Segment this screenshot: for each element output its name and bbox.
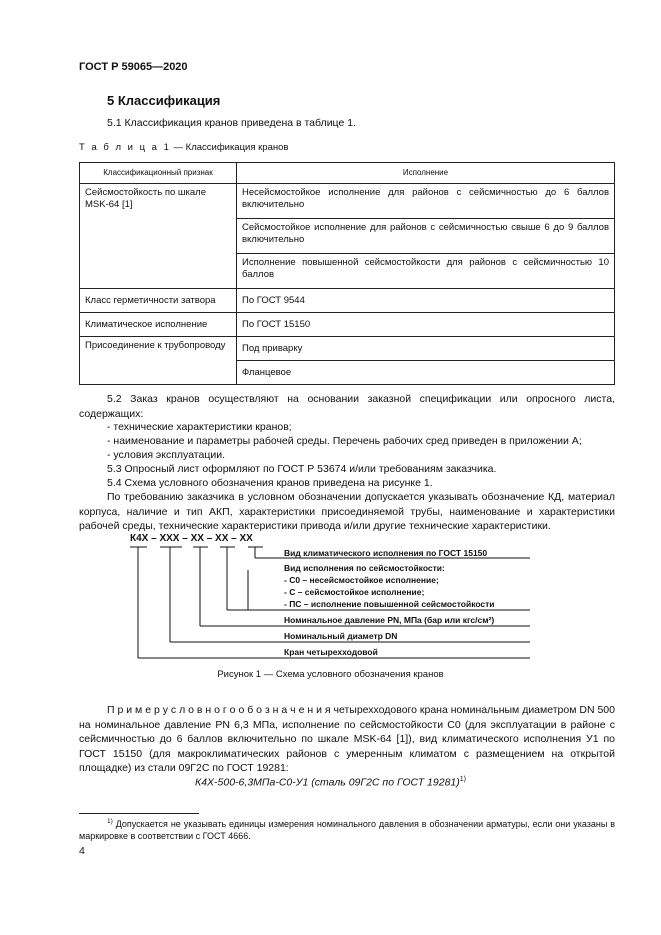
- table-caption-prefix: Т а б л и ц а 1: [79, 142, 171, 153]
- column-header: Исполнение: [237, 163, 615, 184]
- footnote: [79, 816, 615, 842]
- paragraph-5-2: 5.2 Заказ кранов осуществляют на основании заказной спецификации или опросного листа, содержащих:: [79, 393, 615, 420]
- table-row: [80, 184, 615, 219]
- designation-scheme-figure: [130, 533, 530, 661]
- column-header: Классификационный признак: [80, 163, 237, 184]
- example-lead: П р и м е р у с л о в н о г о о б о з н а ч е н и я: [107, 704, 331, 716]
- table-cell-value: Под приварку: [237, 337, 615, 361]
- footnote-text: Допускается не указывать единицы измерения номинального давления в обозначении арматуры, если они указаны в маркировке в соответствии с ГОСТ 4666.: [79, 819, 615, 841]
- table-row: [80, 313, 615, 337]
- table-cell-value: По ГОСТ 15150: [237, 313, 615, 337]
- table-cell-value: По ГОСТ 9544: [237, 289, 615, 313]
- paragraph-5-1: 5.1 Классификация кранов приведена в таблице 1.: [107, 117, 356, 129]
- example-paragraph: [79, 703, 615, 776]
- table-cell-feature: Климатическое исполнение: [80, 313, 237, 337]
- figure-label: Номинальное давление PN, МПа (бар или кгс/см²): [284, 615, 495, 625]
- document-header: ГОСТ Р 59065—2020: [79, 61, 188, 73]
- bullet-item: - технические характеристики кранов;: [107, 421, 292, 433]
- table-cell-value: Исполнение повышенной сейсмостойкости для районов с сейсмичностью 10 баллов: [237, 254, 615, 289]
- table-cell-feature: Сейсмостойкость по шкале MSK-64 [1]: [80, 184, 237, 289]
- figure-label: Номинальный диаметр DN: [284, 631, 398, 641]
- figure-caption: Рисунок 1 — Схема условного обозначения кранов: [217, 669, 444, 680]
- table-cell-feature: Класс герметичности затвора: [80, 289, 237, 313]
- table-cell-value: Фланцевое: [237, 361, 615, 385]
- table-header-row: [80, 163, 615, 184]
- paragraph-5-3: 5.3 Опросный лист оформляют по ГОСТ Р 53674 и/или требованиям заказчика.: [107, 463, 497, 475]
- figure-label: Вид климатического исполнения по ГОСТ 15150: [284, 548, 488, 558]
- figure-label: Вид исполнения по сейсмостойкости:: [284, 563, 445, 573]
- table-row: [80, 337, 615, 361]
- figure-label: - С – сейсмостойкое исполнение;: [284, 587, 425, 597]
- footnote-ref: 1): [459, 776, 466, 783]
- table-caption-text: — Классификация кранов: [170, 142, 289, 153]
- bullet-item: - наименование и параметры рабочей среды. Перечень рабочих сред приведен в приложении А;: [107, 435, 582, 447]
- table-row: [80, 289, 615, 313]
- paragraph-5-4: 5.4 Схема условного обозначения кранов приведена на рисунке 1.: [107, 477, 433, 489]
- classification-table: [79, 162, 615, 385]
- example-designation: [0, 776, 661, 789]
- example-text: четырехходового крана номинальным диаметром DN 500 на номинальное давление PN 6,3 МПа, исполнение по сейсмостойкости С0 (для эксплуатации в районе с сейсмичностью до 6 баллов включительно по шкале MSK-64 [1]), вид климатического исполнения У1 по ГОСТ 15150 (для макроклиматических районов с умеренным климатом с размещением на открытой площадке) из стали 09Г2С по ГОСТ 19281:: [79, 704, 615, 774]
- paragraph-requirements: По требованию заказчика в условном обозначении допускается указывать обозначение КД, материал корпуса, наличие и тип АКП, характеристики присоединяемой трубы, наименование и характеристики рабочей среды, технические характеристики привода и/или другие технические характеристики.: [79, 491, 615, 532]
- footnote-divider: [79, 813, 199, 814]
- designation-code: К4Х – ХХХ – ХХ – ХХ – ХХ: [130, 533, 253, 544]
- bullet-item: - условия эксплуатации.: [107, 449, 225, 461]
- figure-label: - С0 – несейсмостойкое исполнение;: [284, 575, 439, 585]
- section-title: 5 Классификация: [107, 93, 221, 108]
- table-caption: [79, 142, 288, 153]
- table-cell-feature: Присоединение к трубопроводу: [80, 337, 237, 385]
- footnote-mark: 1): [107, 818, 113, 825]
- figure-label: Кран четырехходовой: [284, 647, 378, 657]
- table-cell-value: Сейсмостойкое исполнение для районов с сейсмичностью свыше 6 до 9 баллов включительно: [237, 219, 615, 254]
- table-cell-value: Несейсмостойкое исполнение для районов с сейсмичностью до 6 баллов включительно: [237, 184, 615, 219]
- page-number: 4: [79, 845, 85, 857]
- designation-text: К4Х-500-6,3МПа-С0-У1 (сталь 09Г2С по ГОСТ 19281): [195, 776, 460, 789]
- figure-label: - ПС – исполнение повышенной сейсмостойкости: [284, 599, 495, 609]
